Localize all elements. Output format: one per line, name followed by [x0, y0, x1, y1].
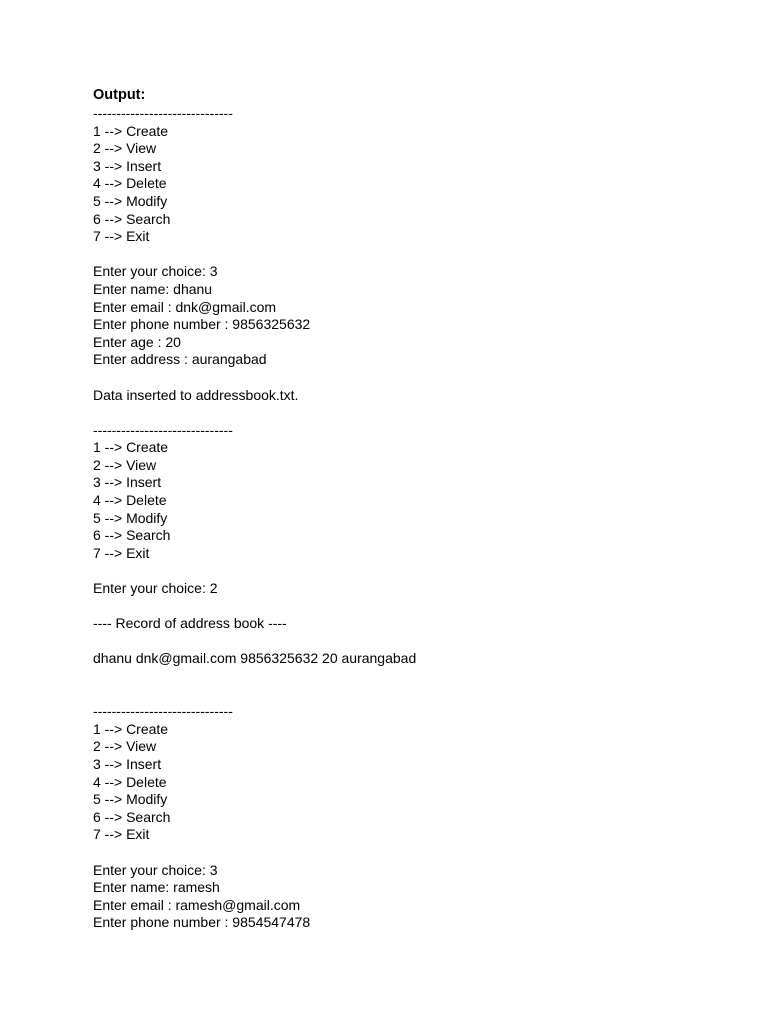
- console-output: [93, 105, 733, 932]
- output-line: ------------------------------: [93, 703, 233, 720]
- output-line: Enter phone number : 9856325632: [93, 316, 311, 333]
- blank-line: [93, 369, 733, 387]
- blank-line: [93, 246, 733, 264]
- output-line: Enter age : 20: [93, 333, 181, 350]
- output-line: 7 --> Exit: [93, 826, 150, 843]
- output-line: 5 --> Modify: [93, 192, 168, 209]
- output-line: Enter email : ramesh@gmail.com: [93, 896, 301, 913]
- output-line: 2 --> View: [93, 738, 157, 755]
- output-line: 4 --> Delete: [93, 175, 167, 192]
- document-page: [93, 86, 733, 932]
- output-line: 2 --> View: [93, 456, 157, 473]
- blank-line: [93, 844, 733, 862]
- output-line: Data inserted to addressbook.txt.: [93, 386, 299, 403]
- blank-line: [93, 598, 733, 616]
- output-line: Enter name: ramesh: [93, 879, 220, 896]
- output-line: 3 --> Insert: [93, 755, 162, 772]
- output-line: 5 --> Modify: [93, 791, 168, 808]
- output-line: ------------------------------: [93, 105, 233, 121]
- output-line: Enter address : aurangabad: [93, 351, 267, 368]
- output-line: 6 --> Search: [93, 808, 171, 825]
- blank-line: [93, 562, 733, 580]
- output-line: 1 --> Create: [93, 439, 169, 456]
- blank-line: [93, 404, 733, 422]
- output-line: dhanu dnk@gmail.com 9856325632 20 aurangabad: [93, 650, 417, 667]
- blank-line: [93, 668, 733, 686]
- output-line: Enter your choice: 3: [93, 861, 218, 878]
- output-line: 5 --> Modify: [93, 509, 168, 526]
- output-line: Enter email : dnk@gmail.com: [93, 298, 277, 315]
- blank-line: [93, 686, 733, 704]
- output-line: 7 --> Exit: [93, 228, 150, 245]
- output-line: 7 --> Exit: [93, 544, 150, 561]
- output-line: ------------------------------: [93, 421, 233, 438]
- output-line: 3 --> Insert: [93, 157, 162, 174]
- output-line: Enter your choice: 2: [93, 580, 218, 597]
- output-line: 2 --> View: [93, 140, 157, 157]
- output-line: 3 --> Insert: [93, 474, 162, 491]
- output-line: 1 --> Create: [93, 720, 169, 737]
- output-line: 6 --> Search: [93, 210, 171, 227]
- blank-line: [93, 633, 733, 651]
- output-line: Enter your choice: 3: [93, 263, 218, 280]
- output-line: Enter name: dhanu: [93, 280, 213, 297]
- output-line: 4 --> Delete: [93, 492, 167, 509]
- output-line: 6 --> Search: [93, 527, 171, 544]
- output-line: 4 --> Delete: [93, 773, 167, 790]
- output-heading: Output:: [93, 87, 146, 103]
- output-line: ---- Record of address book ----: [93, 615, 287, 632]
- output-line: Enter phone number : 9854547478: [93, 914, 311, 931]
- output-line: 1 --> Create: [93, 122, 169, 139]
